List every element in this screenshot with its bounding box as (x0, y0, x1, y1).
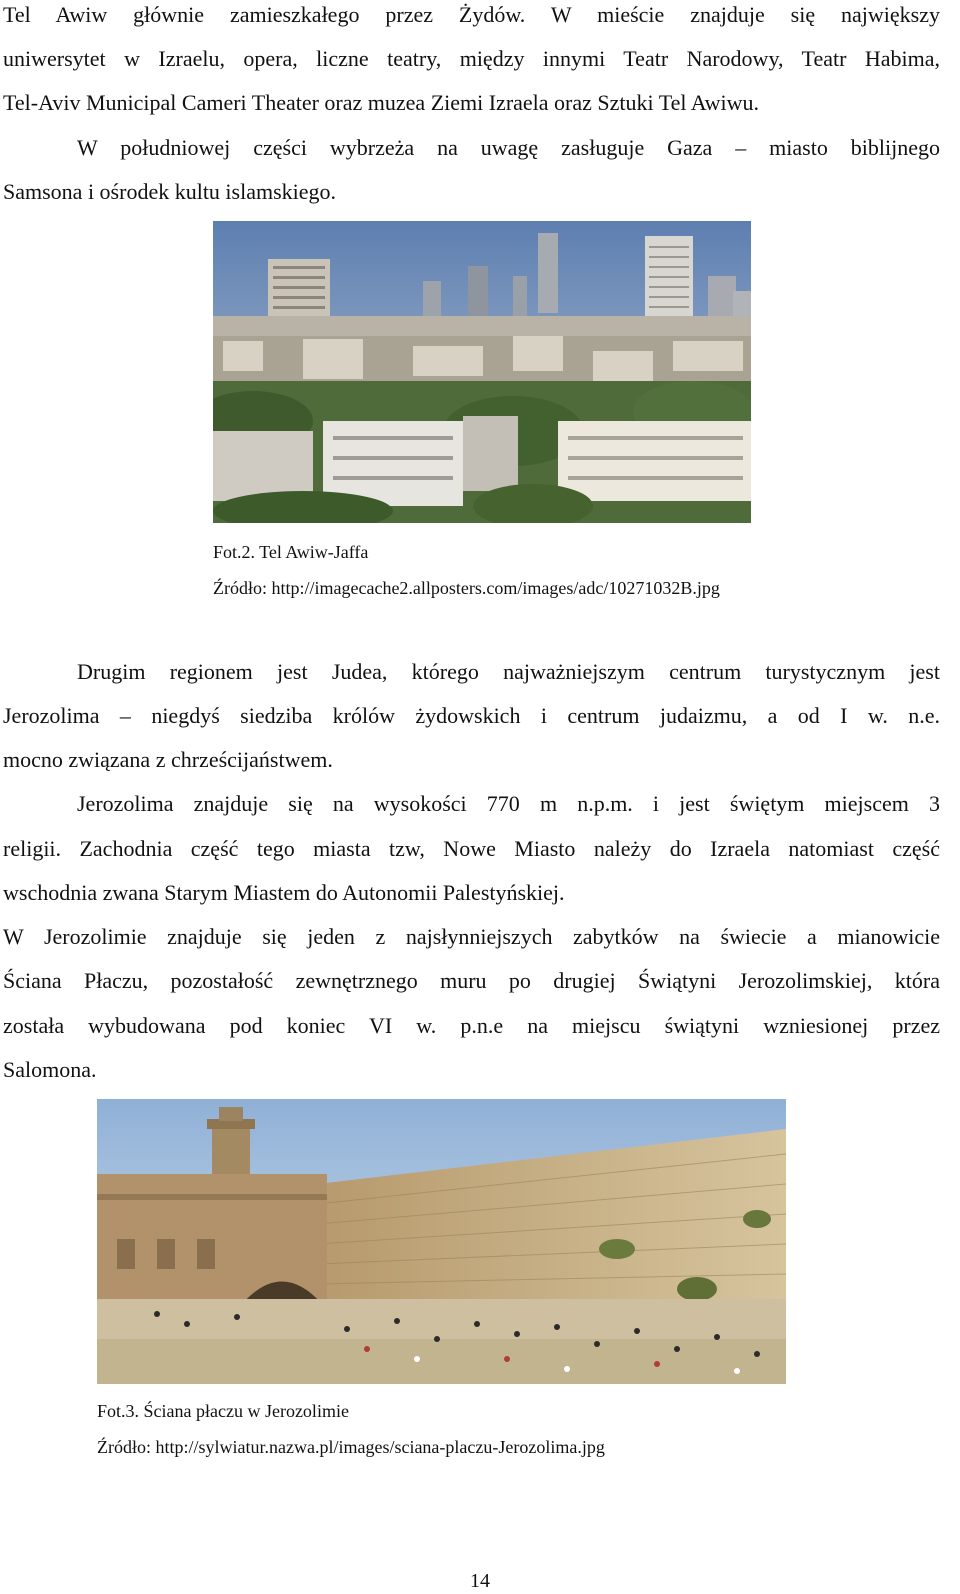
paragraph-line: Samsona i ośrodek kultu islamskiego. (3, 179, 337, 204)
paragraph-line: Tel-Aviv Municipal Cameri Theater oraz muzea Ziemi Izraela oraz Sztuki Tel Awiwu. (3, 90, 760, 115)
paragraph-line: Salomona. (3, 1057, 97, 1082)
paragraph-line: Jerozolima – niegdyś siedziba królów żydowskich i centrum judaizmu, a od I w. n.e. (3, 703, 940, 728)
paragraph-line: Tel Awiw głównie zamieszkałego przez Żydów. W mieście znajduje się największy (3, 2, 940, 27)
paragraph-line: Drugim regionem jest Judea, którego najważniejszym centrum turystycznym jest (77, 659, 940, 684)
figure-caption: Fot.3. Ściana płaczu w Jerozolimie (97, 1401, 349, 1421)
figure-source: Źródło: http://imagecache2.allposters.com/images/adc/10271032B.jpg (213, 578, 720, 598)
paragraph-line: Jerozolima znajduje się na wysokości 770 m n.p.m. i jest świętym miejscem 3 (77, 791, 940, 816)
figure-source: Źródło: http://sylwiatur.nazwa.pl/images/sciana-placzu-Jerozolima.jpg (97, 1437, 605, 1457)
paragraph-line: religii. Zachodnia część tego miasta tzw, Nowe Miasto należy do Izraela natomiast część (3, 836, 940, 861)
tel-aviv-photo (213, 221, 751, 523)
paragraph-line: mocno związana z chrześcijaństwem. (3, 747, 333, 772)
figure-caption: Fot.2. Tel Awiw-Jaffa (213, 542, 369, 562)
paragraph-line: W południowej części wybrzeża na uwagę zasługuje Gaza – miasto biblijnego (77, 135, 940, 160)
paragraph-line: została wybudowana pod koniec VI w. p.n.e na miejscu świątyni wzniesionej przez (3, 1013, 940, 1038)
paragraph-line: uniwersytet w Izraelu, opera, liczne teatry, między innymi Teatr Narodowy, Teatr Habima, (3, 46, 940, 71)
page-number: 14 (470, 1570, 490, 1592)
western-wall-photo (97, 1099, 786, 1384)
paragraph-line: Ściana Płaczu, pozostałość zewnętrznego muru po drugiej Świątyni Jerozolimskiej, która (3, 968, 940, 993)
paragraph-line: W Jerozolimie znajduje się jeden z najsłynniejszych zabytków na świecie a mianowicie (3, 924, 940, 949)
paragraph-line: wschodnia zwana Starym Miastem do Autonomii Palestyńskiej. (3, 880, 565, 905)
